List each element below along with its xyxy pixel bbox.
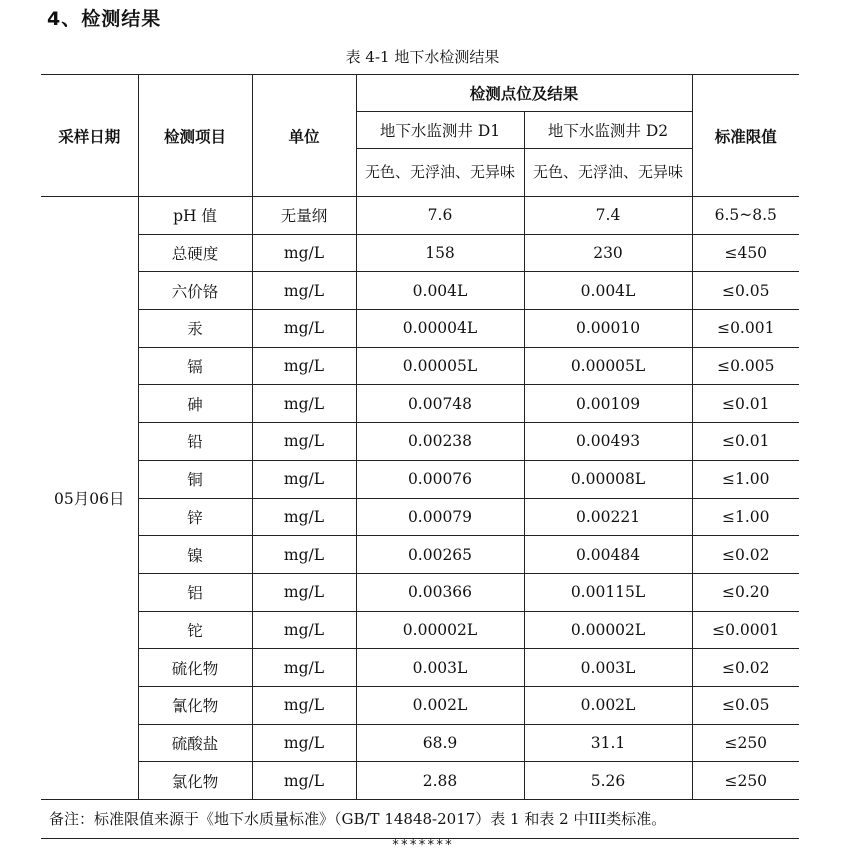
sampling-date: 05月06日 [41,197,138,800]
header-row [41,75,799,112]
cell-item: 镉 [138,347,252,385]
cell-d1: 0.004L [356,272,524,310]
cell-unit: mg/L [252,234,356,272]
cell-d1: 68.9 [356,724,524,762]
cell-d1: 0.00079 [356,498,524,536]
cell-d1: 7.6 [356,197,524,235]
cell-item: pH 值 [138,197,252,235]
cell-d2: 230 [524,234,692,272]
cell-d2: 0.00109 [524,385,692,423]
table-row [41,347,799,385]
cell-d1: 0.00005L [356,347,524,385]
table-row [41,310,799,348]
cell-item: 锌 [138,498,252,536]
cell-unit: mg/L [252,649,356,687]
cell-d2: 0.00008L [524,460,692,498]
cell-item: 砷 [138,385,252,423]
header-item: 检测项目 [138,75,252,197]
cell-d2: 5.26 [524,762,692,800]
cell-d1: 0.00238 [356,423,524,461]
cell-d1: 0.00265 [356,536,524,574]
cell-d1: 0.002L [356,686,524,724]
cell-unit: mg/L [252,724,356,762]
results-body [41,197,799,800]
cell-d1: 0.00076 [356,460,524,498]
cell-d2: 0.00010 [524,310,692,348]
table-caption: 表 4-1 地下水检测结果 [345,48,500,66]
cell-d1: 2.88 [356,762,524,800]
cell-limit: ≤0.005 [692,347,799,385]
cell-item: 汞 [138,310,252,348]
cell-limit: ≤0.02 [692,649,799,687]
cell-unit: mg/L [252,536,356,574]
section-title: 4、检测结果 [47,8,162,30]
cell-d2: 0.00002L [524,611,692,649]
groundwater-results-table [41,74,799,800]
table-row [41,498,799,536]
cell-unit: mg/L [252,573,356,611]
cell-d2: 31.1 [524,724,692,762]
cell-item: 硫化物 [138,649,252,687]
table-row [41,536,799,574]
cell-item: 六价铬 [138,272,252,310]
cell-d2: 0.002L [524,686,692,724]
cell-d2: 0.00115L [524,573,692,611]
cell-limit: ≤1.00 [692,460,799,498]
table-row [41,460,799,498]
header-point-d2-desc: 无色、无浮油、无异味 [524,149,692,197]
header-limit: 标准限值 [692,75,799,197]
table-row [41,385,799,423]
header-point-d1-desc: 无色、无浮油、无异味 [356,149,524,197]
cell-unit: mg/L [252,762,356,800]
cell-d1: 0.00004L [356,310,524,348]
table-row [41,573,799,611]
cell-d2: 0.003L [524,649,692,687]
cell-item: 铅 [138,423,252,461]
table-row [41,611,799,649]
cell-limit: ≤250 [692,762,799,800]
header-points-group: 检测点位及结果 [356,75,692,112]
cell-d1: 158 [356,234,524,272]
header-date: 采样日期 [41,75,138,197]
cell-unit: 无量纲 [252,197,356,235]
cell-d1: 0.00366 [356,573,524,611]
cell-unit: mg/L [252,498,356,536]
table-row [41,686,799,724]
footnote: 备注：标准限值来源于《地下水质量标准》（GB/T 14848-2017）表 1 和表 2 中III类标准。 [41,799,799,839]
end-mark: ******* [391,838,454,853]
cell-unit: mg/L [252,385,356,423]
cell-item: 铊 [138,611,252,649]
cell-limit: ≤0.001 [692,310,799,348]
table-row [41,762,799,800]
table-row [41,423,799,461]
cell-item: 总硬度 [138,234,252,272]
cell-limit: ≤0.05 [692,686,799,724]
cell-limit: ≤0.01 [692,385,799,423]
table-row [41,272,799,310]
cell-limit: ≤0.20 [692,573,799,611]
cell-item: 氰化物 [138,686,252,724]
cell-unit: mg/L [252,272,356,310]
cell-unit: mg/L [252,310,356,348]
cell-item: 铜 [138,460,252,498]
cell-unit: mg/L [252,347,356,385]
cell-d2: 0.00221 [524,498,692,536]
table-row [41,234,799,272]
table-row [41,649,799,687]
cell-d1: 0.003L [356,649,524,687]
cell-limit: ≤0.0001 [692,611,799,649]
cell-item: 氯化物 [138,762,252,800]
cell-d1: 0.00748 [356,385,524,423]
cell-d1: 0.00002L [356,611,524,649]
cell-limit: 6.5~8.5 [692,197,799,235]
cell-limit: ≤0.02 [692,536,799,574]
cell-d2: 0.00005L [524,347,692,385]
cell-limit: ≤450 [692,234,799,272]
header-unit: 单位 [252,75,356,197]
cell-limit: ≤1.00 [692,498,799,536]
cell-unit: mg/L [252,611,356,649]
table-row [41,197,799,235]
cell-item: 硫酸盐 [138,724,252,762]
cell-item: 镍 [138,536,252,574]
cell-d2: 0.00493 [524,423,692,461]
cell-unit: mg/L [252,423,356,461]
header-point-d1: 地下水监测井 D1 [356,112,524,149]
cell-unit: mg/L [252,686,356,724]
cell-d2: 0.00484 [524,536,692,574]
cell-item: 铝 [138,573,252,611]
cell-d2: 0.004L [524,272,692,310]
table-row [41,724,799,762]
cell-limit: ≤0.05 [692,272,799,310]
cell-d2: 7.4 [524,197,692,235]
cell-limit: ≤0.01 [692,423,799,461]
cell-unit: mg/L [252,460,356,498]
header-point-d2: 地下水监测井 D2 [524,112,692,149]
cell-limit: ≤250 [692,724,799,762]
